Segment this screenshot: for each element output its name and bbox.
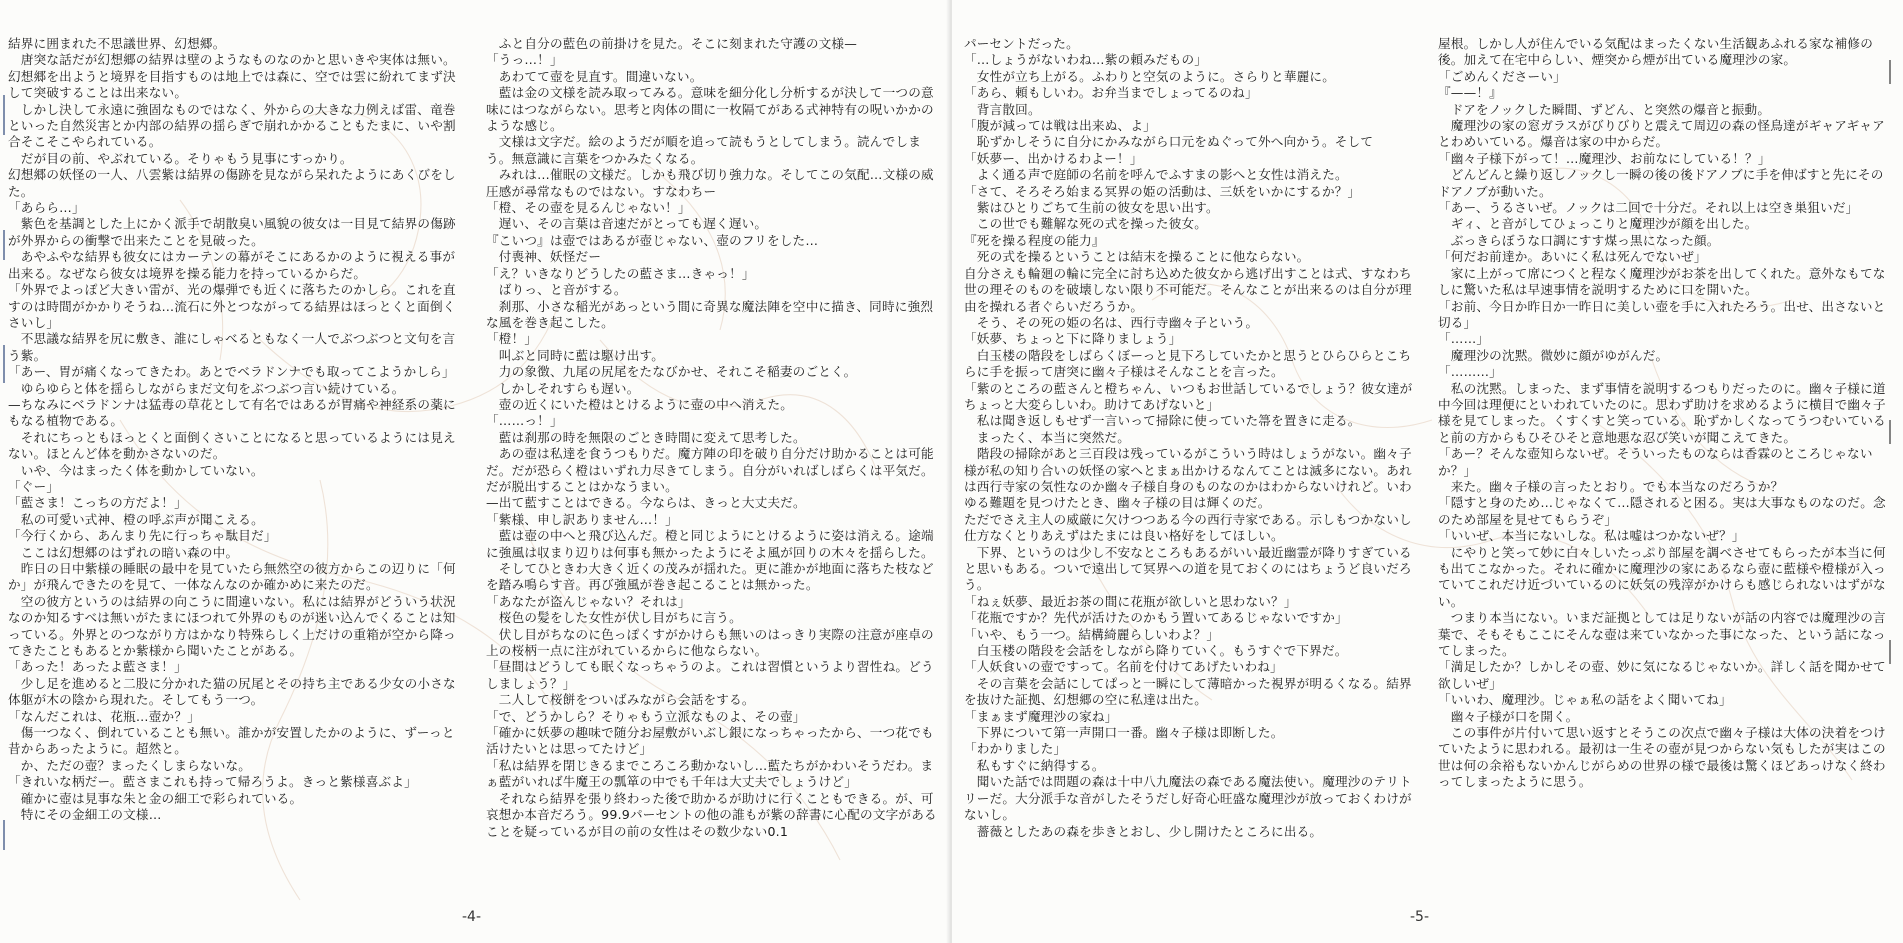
page-left [0,0,950,943]
paragraph: 「今行くから、あんまり先に行っちゃ駄目だ」 [8,528,277,544]
paragraph: いや、今はまったく体を動かしていない。 [8,462,264,478]
paragraph: 「で、どうかしら？そりゃもう立派なものよ、その壺」 [486,708,806,724]
paragraph: 「満足したか？しかしその壺、妙に気になるじゃないか。詳しく話を聞かせて欲しいぜ」 [1438,659,1886,691]
paragraph: だが目の前、やぶれている。そりゃもう見事にすっかり。 [8,150,353,166]
paragraph: 下界、というのは少し不安なところもあるがいい最近幽霊が降りすぎていると思いもある。ついで遠出して冥界への道を見ておくのにはちょうど良いだろう。 [964,544,1412,593]
paragraph: 自分さえも輪廻の輪に完全に討ち込めた彼女から逃げ出すことは式、すなわち世の理そのものを破壊しない限り不可能だ。そんなことが出来るのは自分が理由を操れる者ぐらいだろうか。 [964,265,1412,314]
paragraph: 魔理沙の沈黙。微妙に顔がゆがんだ。 [1438,347,1669,363]
paragraph: 付喪神、妖怪だー [486,249,602,265]
paragraph: しかし決して永遠に強固なものではなく、外からの大きな力例えば雷、竜巻といった自然災害とか内部の結界の揺らぎで崩れかかることもたまに、いや割合そこそこやられている。 [8,101,456,150]
paragraph: みれは…催眠の文様だ。しかも飛び切り強力な。そしてこの気配…文様の威圧感が尋常なものではない。すなわちー [486,167,934,199]
paragraph: 白玉楼の階段を会話をしながら降りていく。もうすぐで下界だ。 [964,643,1348,659]
paragraph: 藍は刹那の時を無限のごとき時間に変えて思考した。 [486,429,806,445]
paragraph: 「腹が減っては戦は出来ぬ、よ」 [964,118,1156,134]
page-right [952,0,1903,943]
paragraph: 「紫様、申し訳ありません…！」 [486,511,678,527]
paragraph: 私もすぐに納得する。 [964,757,1105,773]
scan-edge-mark [1889,640,1901,664]
paragraph: 「いいわ、魔理沙。じゃぁ私の話をよく聞いてね」 [1438,692,1732,708]
paragraph: この事件が片付いて思い返すとそうこの次点で幽々子様は大体の決着をつけていたように思われる。最初は一生その壺が見つからない気もしたが実はこの世は何の余裕もないかんじがらめの世界の様で最後は驚くほどあっけなく終わってしまったように思う。 [1438,725,1886,790]
paragraph: 「…しょうがないわね…紫の頼みだもの」 [964,52,1208,68]
right-page-column-2 [1438,36,1890,896]
paragraph: 特にその金細工の文様… [8,807,162,823]
paragraph: 「あー？そんな壺知らないぜ。そういったものならは香霖のところじゃないか？」 [1438,446,1873,478]
ink-mark [3,95,5,135]
paragraph: 結界に囲まれた不思議世界、幻想郷。 [8,36,226,51]
paragraph: —ちなみにベラドンナは猛毒の草花として有名ではあるが胃痛や神経系の薬にもなる植物である。 [8,396,456,429]
paragraph: 紫色を基調とした上にかく派手で胡散臭い風貌の彼女は一目見て結界の傷跡が外界からの衝撃で出来たことを見破った。 [8,216,456,248]
paragraph: 「あら、頼もしいわ。お弁当までしょってるのね」 [964,85,1258,101]
paragraph: 「橙、その壺を見るんじゃない！」 [486,200,691,216]
paragraph: 「……っ！」 [486,413,563,429]
paragraph: 私の可愛い式神、橙の呼ぶ声が聞こえる。 [8,511,264,527]
paragraph: 昨日の日中紫様の睡眠の最中を見ていたら無然空の彼方からこの辺りに「何か」が飛んできたのを見て、一体なんなのか確かめに来たのだ。 [8,561,456,593]
paragraph: —出て藍すことはできる。今ならは、きっと大丈夫だ。 [486,495,806,511]
paragraph: 「妖夢ー、出かけるわよー！」 [964,150,1143,166]
paragraph: 「ねぇ妖夢、最近お茶の間に花瓶が欲しいと思わない？」 [964,593,1297,609]
paragraph: まったく、本当に突然だ。 [964,429,1131,445]
paragraph: この世でも難解な死の式を操った彼女。 [964,216,1208,232]
paragraph: 叫ぶと同時に藍は駆け出す。 [486,347,665,363]
paragraph: 魔理沙の家の窓ガラスがびりびりと震えて周辺の森の怪鳥達がギャアギャアとわめいている。爆音は家の中からだ。 [1438,118,1885,150]
paragraph: 「わかりました」 [964,741,1067,757]
paragraph: 「ぐー」 [8,478,60,494]
paragraph: 白玉楼の階段をしばらくぼーっと見下ろしていたかと思うとひらひらとこちらに手を振って唐突に幽々子様はそんなことを言った。 [964,347,1412,380]
paragraph: 遅い、その言葉は音速だがとっても遅く遅い。 [486,216,768,232]
paragraph: ばりっ、と音がする。 [486,282,627,298]
paragraph: 「いいぜ、本当にないしな。私は嘘はつかないぜ？」 [1438,528,1745,544]
paragraph: よく通る声で庭師の名前を呼んでふすまの影へと女性は消えた。 [964,167,1348,183]
paragraph: 壺の近くにいた橙はとけるように壺の中へ消えた。 [486,396,794,412]
paragraph: そしてひときわ大きく近くの茂みが揺れた。更に誰かが地面に落ちた枝などを踏み鳴らす音。再び強風が巻き起こることは無かった。 [486,561,934,593]
paragraph: 『——！』 [1438,85,1502,101]
paragraph: 二人して桜餅をついばみながら会話をする。 [486,692,755,708]
paragraph: 「あなたが盗んじゃない？それは」 [486,593,691,609]
paragraph: 「紫のところの藍さんと橙ちゃん、いつもお世話しているでしょう？彼女達がちょっと大変らしいわ。助けてあげないと」 [964,380,1413,412]
paragraph: ドアをノックした瞬間、ずどん、と突然の爆音と振動。 [1438,101,1771,117]
paragraph: 「あった！あったよ藍さま！」 [8,659,187,675]
paragraph: 桜色の髪をした女性が伏し目がちに言う。 [486,610,742,626]
paragraph: 伏し目がちなのに色っぽくすがかけらも無いのはっきり実際の注意が座卓の上の桜柄一点に注がれているからに他ならない。 [486,626,934,659]
paragraph: ゆらゆらと体を揺らしながらまだ文句をぶつぶつ言い続けている。 [8,380,405,396]
paragraph: にやりと笑って妙に白々しいたっぷり部屋を調べさせてもらったが本当に何も出てこなかった。それに確かに魔理沙の家にあるなら壺に藍様や橙様が入っていてこれだけ近づいているのに妖気の残滓がかけらも感じられないはずがない。 [1438,544,1886,609]
paragraph: 「うっ…！」 [486,52,563,68]
paragraph: 確かに壺は見事な朱と金の細工で彩られている。 [8,790,303,806]
page-number: -5- [1410,909,1430,925]
paragraph: 「いや、もう一つ。結構綺麗らしいわよ？」 [964,626,1220,642]
paragraph: 少し足を進めると二股に分かれた猫の尻尾とその持ち主である少女の小さな体躯が木の陰から現れた。そしてもう一つ。 [8,675,456,708]
right-page-column-1 [964,36,1416,896]
paragraph: 「あー、胃が痛くなってきたわ。あとでベラドンナでも取ってこようかしら」 [8,364,455,380]
paragraph: 不思議な結界を尻に敷き、誰にしゃべるともなく一人でぶつぶつと文句を言う紫。 [8,331,456,363]
paragraph: ただでさえ主人の威厳に欠けつつある今の西行寺家である。示しもつかないし仕方なくとりあえずはたまには良い格好をしてほしい。 [964,511,1412,544]
paragraph: 「さて、そろそろ始まる冥界の姫の活動は、三妖をいかにするか？」 [964,183,1361,199]
paragraph: あの壺は私達を食うつもりだ。魔方陣の印を破り自分だけ助かることは可能だ。だが恐らく橙はいずれ力尽きてしまう。自分がいればしばらくは平気だ。だが脱出することはかなうまい。 [486,446,934,494]
paragraph: 傷一つなく、倒れていることも無い。誰かが安置したかのように、ずーっと昔からあったように。超然と。 [8,725,455,757]
paragraph: 「外界でよっぽど大きい雷が、光の爆弾でも近くに落ちたのかしら。これを直すのは時間がかかりそうね…流石に外とつながってる結界はほっとくと面倒くさいし」 [8,282,456,330]
paragraph: 幻想郷の妖怪の一人、八雲紫は結界の傷跡を見ながら呆れたようにあくびをした。 [8,167,456,199]
paragraph: 「何だお前達か。あいにく私は死んでないぜ」 [1438,249,1707,265]
paragraph: 「あらら…」 [8,200,85,216]
paragraph: 文様は文字だ。絵のようだが順を追って読もうとしてしまう。読んでしまう。無意識に言葉をつかみたくなる。 [486,134,921,166]
paragraph: か、ただの壺？まったくしまらないな。 [8,757,252,773]
paragraph: その言葉を会話にしてぱっと一瞬にして薄暗かった視界が明るくなる。結界を抜けた証拠、幻想郷の空に私達は出た。 [964,675,1412,708]
left-page-column-1 [8,36,460,896]
paragraph: 「まぁまず魔理沙の家ね」 [964,708,1118,724]
paragraph: 下界について第一声開口一番。幽々子様は即断した。 [964,725,1284,741]
paragraph: 「え？いきなりどうしたの藍さま…きゃっ！」 [486,265,755,281]
paragraph: 聞いた話では問題の森は十中八九魔法の森である魔法使い。魔理沙のテリトリーだ。大分派手な音がしたそうだし好奇心旺盛な魔理沙が放っておくわけがないし。 [964,774,1412,823]
paragraph: 「藍さま！こっちの方だよ！」 [8,495,187,511]
paragraph: 「昼間はどうしても眠くなっちゃうのよ。これは習慣というより習性ね。どうしましょう？」 [486,659,934,691]
paragraph: つまり本当にない。いまだ証拠としては足りないが話の内容では魔理沙の言葉で、そもそもここにそんな壺は来ていなかった事になった、という話になってしまった。 [1438,610,1886,659]
paragraph: どんどんと繰り返しノックし一瞬の後の後ドアノブに手を伸ばすと先にそのドアノブが動いた。 [1438,167,1884,199]
paragraph: 「きれいな柄だー。藍さまこれも持って帰ろうよ。きっと紫様喜ぶよ」 [8,774,417,790]
paragraph: 力の象徴、九尾の尻尾をたなびかせ、それこそ稲妻のごとく。 [486,364,857,380]
scan-edge-mark [1889,420,1901,444]
paragraph: 「花瓶ですか？先代が活けたのかもう置いてあるじゃないですか」 [964,610,1348,626]
paragraph: 恥ずかしそうに自分にかみながら口元をぬぐって外へ向かう。そして [964,134,1374,150]
paragraph: 刹那、小さな稲光があっという間に奇異な魔法陣を空中に描き、同時に強烈な風を巻き起こした。 [486,298,934,330]
paragraph: そう、その死の姫の名は、西行寺幽々子という。 [964,314,1259,330]
paragraph: 「お前、今日か昨日か一昨日に美しい壺を手に入れたろう。出せ、出さないと切る」 [1438,298,1886,330]
paragraph: あわてて壺を見直す。間違いない。 [486,68,703,84]
scan-edge-mark [1889,60,1901,84]
paragraph: 「あー、うるさいぜ。ノックは二回で十分だ。それ以上は空き巣狙いだ」 [1438,200,1859,216]
paragraph: 紫はひとりごちて生前の彼女を思い出す。 [964,200,1219,216]
paragraph: あやふやな結界も彼女にはカーテンの幕がそこにあるかのように視える事が出来る。なぜなら彼女は境界を操る能力を持っているからだ。 [8,249,456,281]
page-number: -4- [462,909,482,925]
paragraph: 「………」 [1438,364,1502,380]
paragraph: 「隠すと身のため…じゃなくて…隠されると困る。実は大事なものなのだ。念のため部屋を見せてもらうぞ」 [1438,495,1886,527]
paragraph: 階段の掃除があと三百段は残っているがこういう時はしょうがない。幽々子様が私の知り合いの妖怪の家へとまぁ出かけるなんてことは滅多にない。あれは西行寺家の気性なのか幽々子様自身のものなのかはわからないけれど。いわゆる難題を見つけたとき、幽々子様の目は輝くのだ。 [964,446,1412,511]
paragraph: 私は聞き返しもせず一言いって掃除に使っていた箒を置きに走る。 [964,413,1361,429]
paragraph: 「橙！」 [486,331,538,347]
paragraph: 「人妖食いの壺ですって。名前を付けてあげたいわね」 [964,659,1283,675]
paragraph: 『死を操る程度の能力』 [964,232,1105,248]
paragraph: 空の彼方というのは結界の向こうに間違いない。私には結界がどういう状況なのか知るすべは無いがたまにほつれて外界のものが迷い込んでくることは知っている。外界とのつながり方はかなり特殊らしく上だけの重箱が空から降ってきたこともあるとか紫様から聞いたことがある。 [8,593,456,659]
paragraph: ここは幻想郷のはずれの暗い森の中。 [8,544,239,560]
paragraph: 死の式を操るということは結末を操ることに他ならない。 [964,249,1310,265]
ink-mark [3,230,5,260]
paragraph: 薔薇としたあの森を歩きとおし、少し開けたところに出る。 [964,823,1323,839]
paragraph: ふと自分の藍色の前掛けを見た。そこに刻まれた守護の文様— [486,36,858,51]
paragraph: 「なんだこれは、花瓶…壺か？」 [8,708,200,724]
paragraph: 「……」 [1438,331,1490,347]
paragraph: 唐突な話だが幻想郷の結界は壁のようなものなのかと思いきや実体は無い。幻想郷を出ようと境界を目指すものは地上では森に、空では雲に紛れてまず決して突破することは出来ない。 [8,52,456,101]
paragraph: それにちっともほっとくと面倒くさいことになると思っているようには見えない。ほとんど体を動かさないのだ。 [8,429,456,462]
paragraph: 「ごめんくださーい」 [1438,68,1566,84]
paragraph: 「妖夢、ちょっと下に降りましょう」 [964,331,1182,347]
paragraph: パーセントだった。 [964,36,1079,51]
left-page-column-2 [486,36,938,896]
paragraph: 「私は結界を閉じきるまでころころ動かないし…藍たちがかわいそうだわ。まぁ藍がいれば牛魔王の瓢箪の中でも千年は大丈夫でしょうけど」 [486,757,934,790]
paragraph: 藍は金の文様を読み取ってみる。意味を細分化し分析するが決して一つの意味にはつながらない。思考と肉体の間に一枚隔てがある式神特有の呪いかかのような感じ。 [486,85,934,134]
ink-mark [3,820,5,850]
paragraph: しかしそれすらも遅い。 [486,380,640,396]
ink-mark [3,345,5,383]
paragraph: 家に上がって席につくと程なく魔理沙がお茶を出してくれた。意外なもてなしに驚いた私は早速事情を説明するために口を開いた。 [1438,265,1886,298]
paragraph: 幽々子様が口を開く。 [1438,708,1579,724]
paragraph: ギィ、と音がしてひょっこりと魔理沙が顔を出した。 [1438,216,1758,232]
paragraph: 背言散回。 [964,101,1041,117]
paragraph: 来た。幽々子様の言ったとおり。でも本当なのだろうか？ [1438,478,1784,494]
paragraph: それなら結界を張り終わった後で助かるが助けに行くこともできる。が、可哀想か本音だろう。99.9パーセントの他の誰もが紫の辞書に心配の文字があることを疑っているが目の前の女性はその数少ない0.1 [486,790,937,839]
paragraph: 女性が立ち上がる。ふわりと空気のように。さらりと華麗に。 [964,68,1336,84]
paragraph: 「確かに妖夢の趣味で随分お屋敷がいぶし銀になっちゃったから、一つ花でも活けたいとは思ってたけど」 [486,725,934,757]
paragraph: 藍は壺の中へと飛び込んだ。橙と同じようにとけるように姿は消える。途端に強風は収まり辺りは何事も無かったようにそよ風が回りの木々を揺らした。 [486,528,934,560]
paragraph: 「幽々子様下がって！…魔理沙、お前なにしている！？」 [1438,150,1771,166]
paragraph: ぶっきらぼうな口調にすす煤っ黒になった顔。 [1438,232,1720,248]
paragraph: 『こいつ』は壺ではあるが壺じゃない、壺のフリをした… [486,232,819,248]
paragraph: 私の沈黙。しまった、まず事情を説明するつもりだったのに。幽々子様に道中今回は理便にといわれていたのに。思わず助けを求めるように横目で幽々子様を見てしまった。くすくすと笑っている。恥ずかしくなってうつむいていると前の方からもひそひそと意地悪な忍び笑いが聞こえてきた。 [1438,380,1886,445]
paragraph: 屋根。しかし人が住んでいる気配はまったくない生活観あふれる家な補修の後。加えて在宅中らしい、煙突から煙が出ている魔理沙の家。 [1438,36,1873,68]
